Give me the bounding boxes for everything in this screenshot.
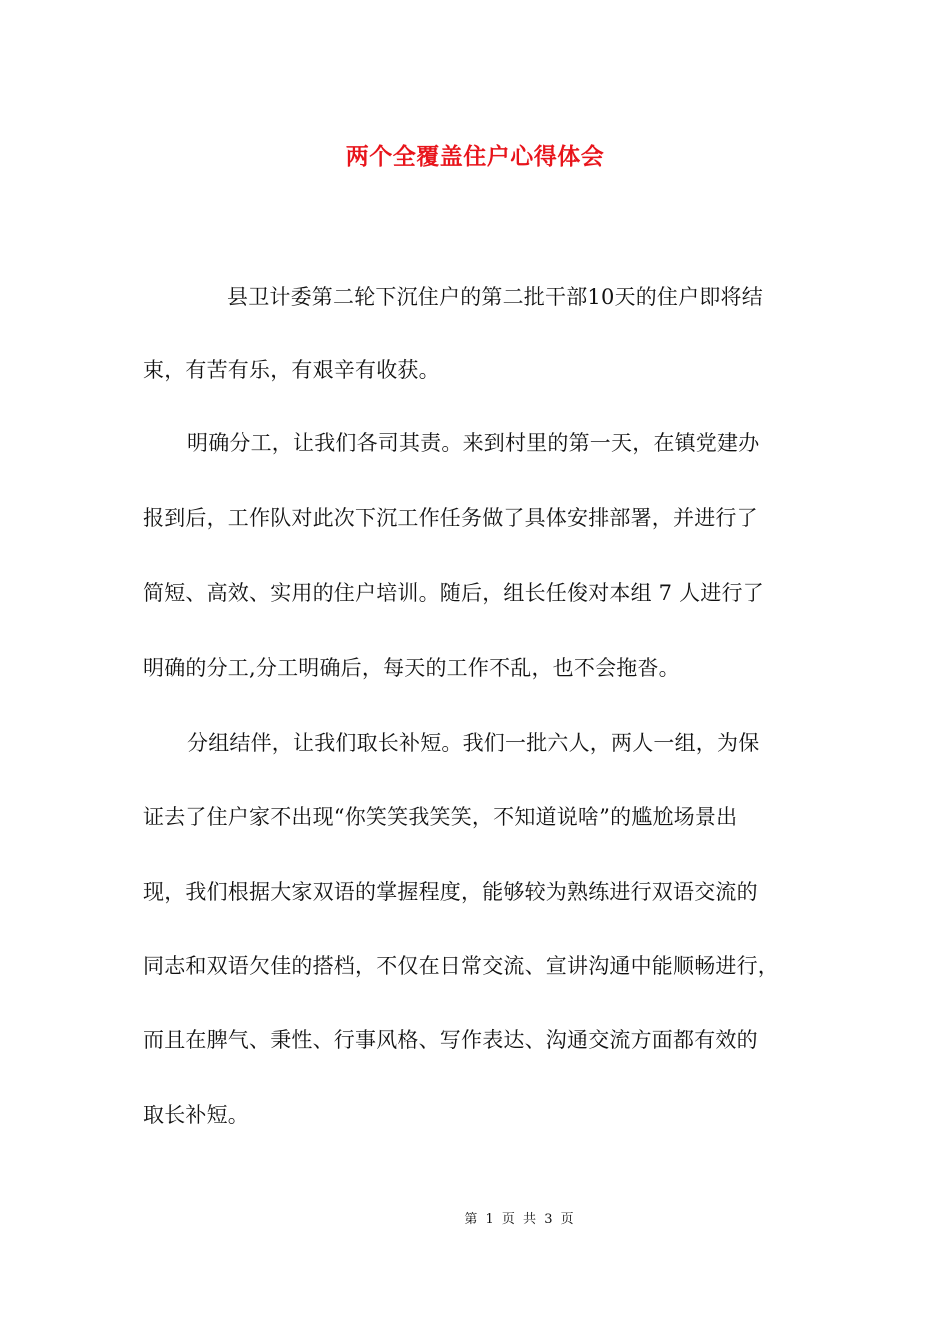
paragraph-line: 取长补短。 — [143, 1103, 249, 1127]
page-number-footer: 第 1 页 共 3 页 — [464, 1212, 576, 1227]
paragraph-line: 现，我们根据大家双语的掌握程度，能够较为熟练进行双语交流的 — [143, 880, 758, 904]
paragraph-line: 分组结伴，让我们取长补短。我们一批六人，两人一组，为保 — [187, 731, 760, 755]
document-title: 两个全覆盖住户心得体会 — [345, 143, 605, 170]
paragraph-line: 简短、高效、实用的住户培训。随后，组长任俊对本组 7 人进行了 — [143, 581, 764, 605]
paragraph-line: 证去了住户家不出现“你笑笑我笑笑，不知道说啥”的尴尬场景出 — [143, 805, 738, 829]
paragraph-line: 明确的分工,分工明确后，每天的工作不乱，也不会拖沓。 — [143, 656, 680, 680]
paragraph-line: 同志和双语欠佳的搭档，不仅在日常交流、宣讲沟通中能顺畅进行， — [143, 954, 779, 978]
paragraph-line: 束，有苦有乐，有艰辛有收获。 — [143, 358, 440, 382]
paragraph-line: 明确分工，让我们各司其责。来到村里的第一天，在镇党建办 — [187, 431, 760, 455]
paragraph-line: 县卫计委第二轮下沉住户的第二批干部10天的住户即将结 — [227, 285, 763, 309]
paragraph-line: 报到后，工作队对此次下沉工作任务做了具体安排部署，并进行了 — [143, 506, 758, 530]
paragraph-line: 而且在脾气、秉性、行事风格、写作表达、沟通交流方面都有效的 — [143, 1028, 758, 1052]
